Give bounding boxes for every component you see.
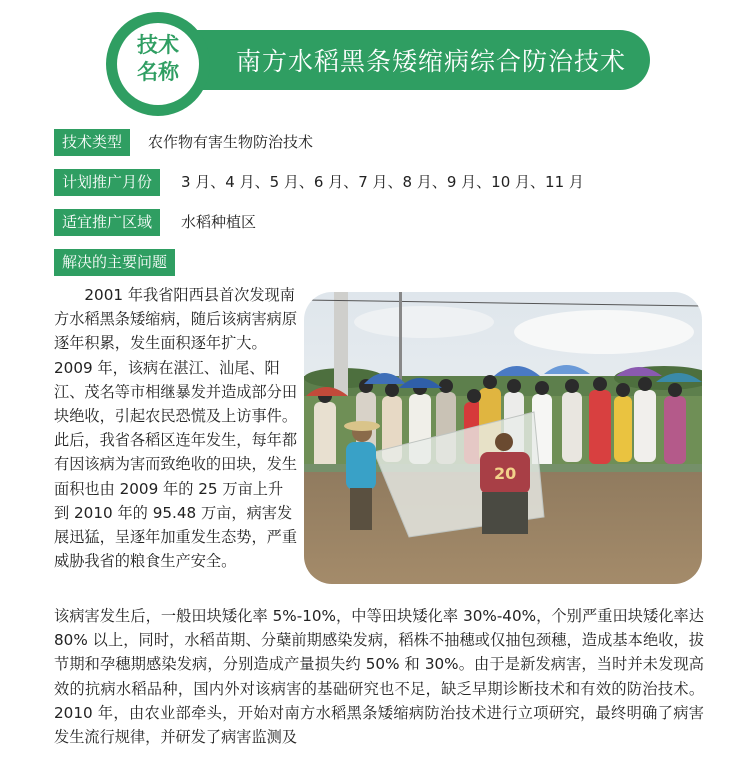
problem-label: 解决的主要问题 — [54, 249, 175, 276]
tech-type-label: 技术类型 — [54, 129, 130, 156]
problem-paragraph-1: 2001 年我省阳西县首次发现南方水稻黑条矮缩病，随后该病害病原逐年积累，发生面积逐年扩大。2009 年，该病在湛江、汕尾、阳江、茂名等市相继暴发并造成部分田块绝收，引起农民恐慌及上访事件。此后，我省各稻区连年发生，每年都有因该病为害而致绝收的田块，发生面积也由 2009 年的 25 万亩上升到 2010 年的 95.48 万亩，病害发展迅猛，呈逐年加重发生态势，严重威胁我省的粮食生产安全。 — [54, 286, 297, 571]
page-title: 南方水稻黑条矮缩病综合防治技术 — [236, 47, 627, 76]
months-label: 计划推广月份 — [54, 169, 160, 196]
problem-paragraph-2: 该病害发生后，一般田块矮化率 5%-10%，中等田块矮化率 30%-40%，个别严重田块矮化率达 80% 以上，同时，水稻苗期、分蘖前期感染发病，稻株不抽穗或仅抽包颈穗，造成基本绝收，拔节期和孕穗期感染发病，分别造成产量损失约 50% 和 30%。由于是新发病害，当时并未发现高效的抗病水稻品种，国内外对该病害的基础研究也不足，缺乏早期诊断技术和有效的防治技术。2010 年，由农业部牵头，开始对南方水稻黑条矮缩病防治技术进行立项研究，最终明确了病害发生流行规律，并研发了病害监测及 — [54, 607, 704, 747]
field-photo — [304, 292, 702, 584]
title-badge-label — [117, 32, 199, 86]
worker-shirt-number: 20 — [494, 464, 517, 483]
region-value: 水稻种植区 — [181, 213, 257, 231]
tech-type-value: 农作物有害生物防治技术 — [148, 133, 314, 151]
badge-line-2: 名称 — [137, 60, 179, 84]
badge-line-1: 技术 — [137, 33, 179, 57]
months-value: 3 月、4 月、5 月、6 月、7 月、8 月、9 月、10 月、11 月 — [181, 173, 584, 191]
region-label: 适宜推广区域 — [54, 209, 160, 236]
